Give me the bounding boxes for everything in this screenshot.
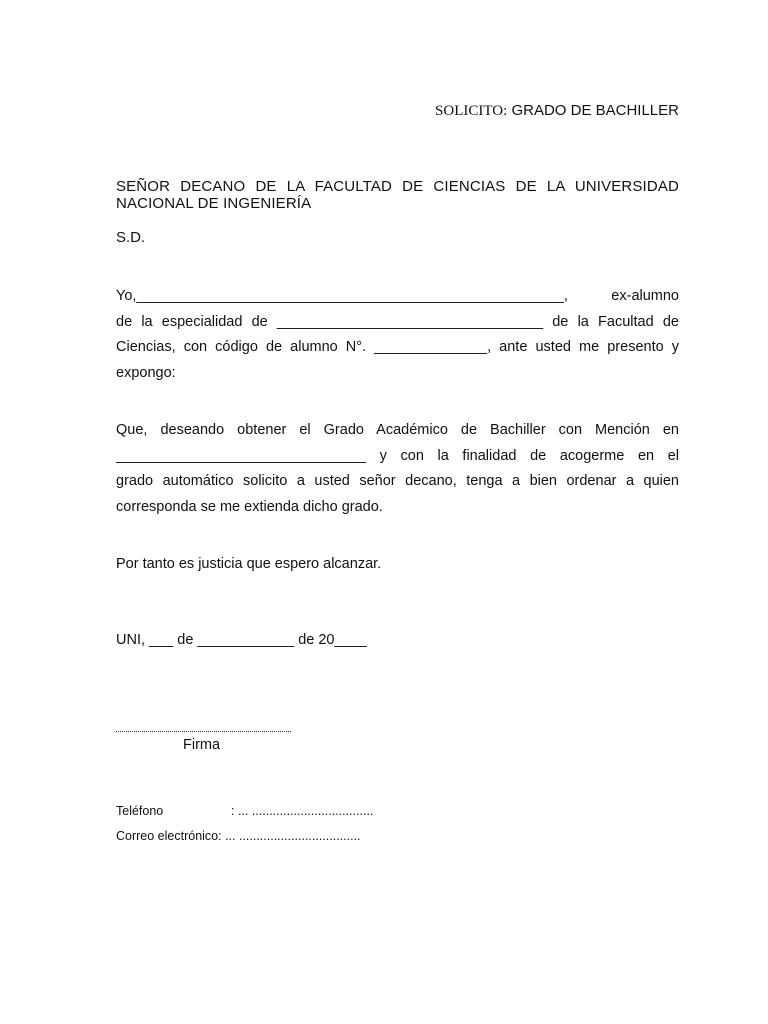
date-line: UNI, ___ de ____________ de 20____ [116,632,367,648]
paragraph-line: Yo,_____________________________________________________, ex-alumno [116,288,679,304]
phone-row [116,803,373,819]
paragraph-line: Ciencias, con código de alumno N°. ______________, ante usted me presento y [116,339,679,355]
phone-label: Teléfono [116,804,164,818]
paragraph-request [116,418,679,520]
paragraph-line: corresponda se me extienda dicho grado. [116,498,383,515]
subject-line [435,102,679,120]
paragraph-line: expongo: [116,364,176,381]
salutation: S.D. [116,229,146,246]
closing-statement: Por tanto es justicia que espero alcanzar. [116,556,382,572]
subject-label: SOLICITO: [435,103,508,119]
email-label: Correo electrónico: [116,829,222,843]
subject-value: GRADO DE BACHILLER [507,102,679,119]
phone-value: : ... ................................... [231,804,374,818]
addressee-block [116,178,679,212]
signature-line [116,731,291,732]
email-row [116,828,361,844]
paragraph-line: _______________________________ y con la finalidad de acogerme en el [116,447,679,464]
addressee-line-1: SEÑOR DECANO DE LA FACULTAD DE CIENCIAS DE LA UNIVERSIDAD [116,178,679,195]
email-value: ... ................................... [221,829,361,843]
paragraph-line: grado automático solicito a usted señor decano, tenga a bien ordenar a quien [116,473,679,489]
addressee-line-2: NACIONAL DE INGENIERÍA [116,195,312,212]
paragraph-line: de la especialidad de _________________________________ de la Facultad de [116,313,679,330]
signature-label: Firma [183,737,221,753]
paragraph-line: Que, deseando obtener el Grado Académico de Bachiller con Mención en [116,422,679,438]
paragraph-declaration [116,284,679,386]
